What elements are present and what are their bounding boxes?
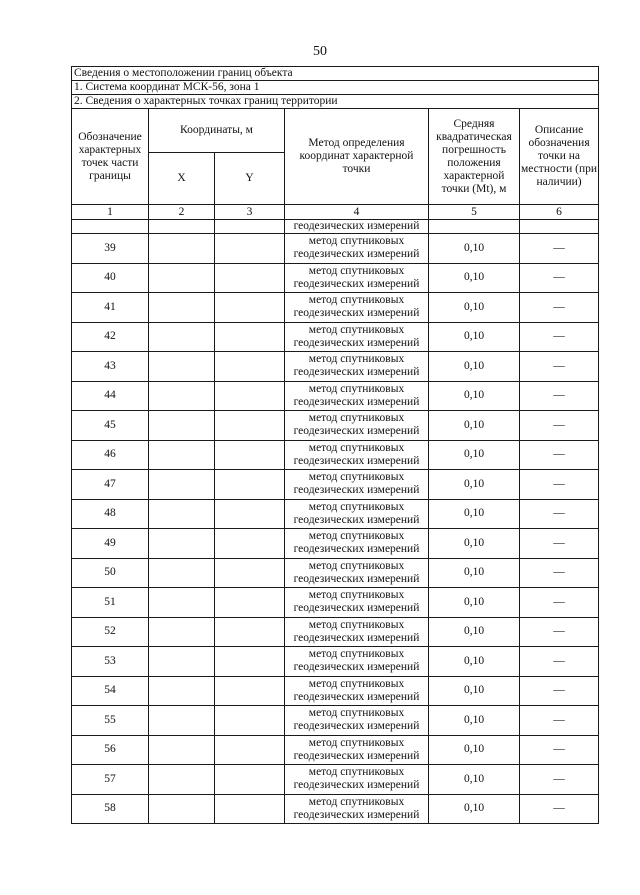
description-cell (520, 293, 599, 323)
description-value: — (553, 802, 565, 815)
method-cell (285, 735, 429, 765)
point-number: 42 (72, 322, 149, 352)
method-line-2: геодезических измерений (293, 602, 420, 615)
method-line-2: геодезических измерений (293, 248, 420, 261)
point-number: 54 (72, 676, 149, 706)
description-value: — (553, 507, 565, 520)
description-cell (520, 529, 599, 559)
y-coordinate (215, 529, 285, 559)
x-coordinate (149, 529, 215, 559)
continuation-cell (149, 220, 215, 234)
table-row (72, 588, 599, 618)
method-cell (285, 234, 429, 264)
x-coordinate (149, 588, 215, 618)
description-cell (520, 588, 599, 618)
method-line-1: метод спутниковых (308, 264, 405, 277)
description-value: — (553, 654, 565, 667)
description-value: — (553, 241, 565, 254)
description-cell (520, 322, 599, 352)
method-line-2: геодезических измерений (293, 690, 420, 703)
description-value: — (553, 300, 565, 313)
table-row (72, 558, 599, 588)
method-cell (285, 263, 429, 293)
description-cell (520, 558, 599, 588)
y-coordinate (215, 263, 285, 293)
accuracy-value: 0,10 (429, 470, 520, 500)
method-line-1: метод спутниковых (308, 441, 405, 454)
header-line-1-row (72, 67, 599, 81)
method-cell (285, 411, 429, 441)
description-value: — (553, 536, 565, 549)
method-line-2: геодезических измерений (293, 779, 420, 792)
method-line-2: геодезических измерений (293, 572, 420, 585)
method-line-2: геодезических измерений (293, 720, 420, 733)
col-designation-header: Обозначение характерных точек части границы (72, 109, 149, 205)
description-cell (520, 234, 599, 264)
y-coordinate (215, 470, 285, 500)
point-number: 56 (72, 735, 149, 765)
description-cell (520, 381, 599, 411)
method-line-2: геодезических измерений (293, 454, 420, 467)
description-value: — (553, 418, 565, 431)
accuracy-value: 0,10 (429, 676, 520, 706)
header-line-2: 1. Система координат МСК-56, зона 1 (72, 81, 599, 95)
continuation-cell (72, 220, 149, 234)
y-coordinate (215, 706, 285, 736)
description-cell (520, 676, 599, 706)
accuracy-value: 0,10 (429, 499, 520, 529)
header-line-3-row (72, 95, 599, 109)
description-value: — (553, 743, 565, 756)
y-coordinate (215, 676, 285, 706)
method-line-1: метод спутниковых (308, 707, 405, 720)
method-cell (285, 617, 429, 647)
point-number: 58 (72, 794, 149, 824)
method-line-2: геодезических измерений (293, 366, 420, 379)
x-coordinate (149, 617, 215, 647)
col-accuracy-header: Средняя квадратическая погрешность положения характерной точки (Mt), м (429, 109, 520, 205)
table-row (72, 234, 599, 264)
accuracy-value: 0,10 (429, 706, 520, 736)
method-line-2: геодезических измерений (293, 425, 420, 438)
point-number: 40 (72, 263, 149, 293)
method-cell (285, 647, 429, 677)
method-line-2: геодезических измерений (293, 749, 420, 762)
continuation-cell (429, 220, 520, 234)
y-coordinate (215, 440, 285, 470)
description-cell (520, 411, 599, 441)
method-cell (285, 529, 429, 559)
method-line-2: геодезических измерений (293, 631, 420, 644)
y-coordinate (215, 765, 285, 795)
table-row (72, 794, 599, 824)
accuracy-value: 0,10 (429, 529, 520, 559)
method-cell (285, 706, 429, 736)
description-value: — (553, 684, 565, 697)
x-coordinate (149, 794, 215, 824)
method-line-1: метод спутниковых (308, 412, 405, 425)
method-line-1: метод спутниковых (308, 618, 405, 631)
accuracy-value: 0,10 (429, 234, 520, 264)
x-coordinate (149, 263, 215, 293)
accuracy-value: 0,10 (429, 765, 520, 795)
y-coordinate (215, 647, 285, 677)
col-coords-header: Координаты, м (149, 109, 285, 153)
method-line-1: метод спутниковых (308, 677, 405, 690)
table-row (72, 470, 599, 500)
y-coordinate (215, 735, 285, 765)
continuation-row (72, 220, 599, 234)
accuracy-value: 0,10 (429, 794, 520, 824)
method-line-1: метод спутниковых (308, 530, 405, 543)
accuracy-value: 0,10 (429, 735, 520, 765)
table-row (72, 676, 599, 706)
method-line-1: метод спутниковых (308, 736, 405, 749)
y-coordinate (215, 617, 285, 647)
table-row (72, 411, 599, 441)
table-row (72, 529, 599, 559)
method-line-1: метод спутниковых (308, 559, 405, 572)
column-number: 3 (215, 205, 285, 220)
y-coordinate (215, 352, 285, 382)
method-line-2: геодезических измерений (293, 484, 420, 497)
y-coordinate (215, 558, 285, 588)
point-number: 57 (72, 765, 149, 795)
description-cell (520, 765, 599, 795)
description-value: — (553, 477, 565, 490)
method-line-2: геодезических измерений (293, 395, 420, 408)
column-header-row-1 (72, 109, 599, 153)
y-coordinate (215, 322, 285, 352)
method-cell (285, 381, 429, 411)
method-cell (285, 352, 429, 382)
method-line-1: метод спутниковых (308, 500, 405, 513)
table-row (72, 322, 599, 352)
description-cell (520, 352, 599, 382)
y-coordinate (215, 293, 285, 323)
table-row (72, 440, 599, 470)
col-description-header: Описание обозначения точки на местности (при наличии) (520, 109, 599, 205)
description-value: — (553, 359, 565, 372)
method-line-2: геодезических измерений (293, 336, 420, 349)
point-number: 44 (72, 381, 149, 411)
continuation-cell (215, 220, 285, 234)
table-row (72, 706, 599, 736)
point-number: 46 (72, 440, 149, 470)
description-cell (520, 617, 599, 647)
accuracy-value: 0,10 (429, 617, 520, 647)
description-cell (520, 794, 599, 824)
method-line-2: геодезических измерений (293, 543, 420, 556)
y-coordinate (215, 411, 285, 441)
accuracy-value: 0,10 (429, 440, 520, 470)
method-cell (285, 558, 429, 588)
column-number: 2 (149, 205, 215, 220)
y-coordinate (215, 588, 285, 618)
point-number: 39 (72, 234, 149, 264)
method-cell (285, 676, 429, 706)
method-cell (285, 440, 429, 470)
point-number: 48 (72, 499, 149, 529)
description-value: — (553, 389, 565, 402)
description-value: — (553, 271, 565, 284)
point-number: 41 (72, 293, 149, 323)
x-coordinate (149, 706, 215, 736)
table-row (72, 263, 599, 293)
description-value: — (553, 625, 565, 638)
method-line-1: метод спутниковых (308, 235, 405, 248)
point-number: 52 (72, 617, 149, 647)
method-line-1: метод спутниковых (308, 294, 405, 307)
description-value: — (553, 566, 565, 579)
x-coordinate (149, 293, 215, 323)
column-number: 5 (429, 205, 520, 220)
accuracy-value: 0,10 (429, 352, 520, 382)
point-number: 51 (72, 588, 149, 618)
y-coordinate (215, 381, 285, 411)
continuation-cell (520, 220, 599, 234)
accuracy-value: 0,10 (429, 411, 520, 441)
point-number: 47 (72, 470, 149, 500)
x-coordinate (149, 411, 215, 441)
method-cell (285, 293, 429, 323)
description-value: — (553, 772, 565, 785)
x-coordinate (149, 440, 215, 470)
table-row (72, 381, 599, 411)
accuracy-value: 0,10 (429, 293, 520, 323)
accuracy-value: 0,10 (429, 263, 520, 293)
description-cell (520, 706, 599, 736)
method-cell (285, 322, 429, 352)
x-coordinate (149, 234, 215, 264)
method-line-2: геодезических измерений (293, 661, 420, 674)
method-line-2: геодезических измерений (293, 513, 420, 526)
accuracy-value: 0,10 (429, 647, 520, 677)
method-cell (285, 499, 429, 529)
accuracy-value: 0,10 (429, 558, 520, 588)
table-row (72, 735, 599, 765)
x-coordinate (149, 381, 215, 411)
description-value: — (553, 595, 565, 608)
x-coordinate (149, 676, 215, 706)
description-cell (520, 735, 599, 765)
col-method-header: Метод определения координат характерной точки (285, 109, 429, 205)
description-value: — (553, 713, 565, 726)
point-number: 53 (72, 647, 149, 677)
table-row (72, 617, 599, 647)
table-row (72, 765, 599, 795)
table-row (72, 499, 599, 529)
accuracy-value: 0,10 (429, 322, 520, 352)
description-value: — (553, 448, 565, 461)
point-number: 43 (72, 352, 149, 382)
description-cell (520, 470, 599, 500)
method-line-1: метод спутниковых (308, 648, 405, 661)
x-coordinate (149, 322, 215, 352)
description-value: — (553, 330, 565, 343)
method-cell (285, 588, 429, 618)
col-y-header: Y (215, 153, 285, 205)
boundary-points-table (71, 66, 599, 824)
method-line-1: метод спутниковых (308, 766, 405, 779)
method-cell (285, 765, 429, 795)
method-line-1: метод спутниковых (308, 795, 405, 808)
x-coordinate (149, 558, 215, 588)
method-cell (285, 470, 429, 500)
x-coordinate (149, 765, 215, 795)
method-line-1: метод спутниковых (308, 471, 405, 484)
header-line-2-row (72, 81, 599, 95)
y-coordinate (215, 499, 285, 529)
method-line-2: геодезических измерений (293, 307, 420, 320)
method-line-2: геодезических измерений (293, 277, 420, 290)
header-line-1: Сведения о местоположении границ объекта (72, 67, 599, 81)
method-cell (285, 794, 429, 824)
page-number: 50 (313, 44, 327, 59)
continuation-method: геодезических измерений (285, 220, 429, 234)
column-number: 6 (520, 205, 599, 220)
col-x-header: X (149, 153, 215, 205)
description-cell (520, 263, 599, 293)
method-line-2: геодезических измерений (293, 808, 420, 821)
x-coordinate (149, 470, 215, 500)
accuracy-value: 0,10 (429, 381, 520, 411)
header-line-3: 2. Сведения о характерных точках границ территории (72, 95, 599, 109)
table-row (72, 352, 599, 382)
description-cell (520, 647, 599, 677)
point-number: 45 (72, 411, 149, 441)
description-cell (520, 440, 599, 470)
method-line-1: метод спутниковых (308, 323, 405, 336)
method-line-1: метод спутниковых (308, 382, 405, 395)
method-line-1: метод спутниковых (308, 589, 405, 602)
y-coordinate (215, 794, 285, 824)
table-row (72, 647, 599, 677)
x-coordinate (149, 352, 215, 382)
x-coordinate (149, 499, 215, 529)
x-coordinate (149, 735, 215, 765)
table-row (72, 293, 599, 323)
column-number: 1 (72, 205, 149, 220)
column-numbers-row (72, 205, 599, 220)
x-coordinate (149, 647, 215, 677)
y-coordinate (215, 234, 285, 264)
method-line-1: метод спутниковых (308, 353, 405, 366)
point-number: 55 (72, 706, 149, 736)
accuracy-value: 0,10 (429, 588, 520, 618)
column-number: 4 (285, 205, 429, 220)
point-number: 50 (72, 558, 149, 588)
description-cell (520, 499, 599, 529)
point-number: 49 (72, 529, 149, 559)
